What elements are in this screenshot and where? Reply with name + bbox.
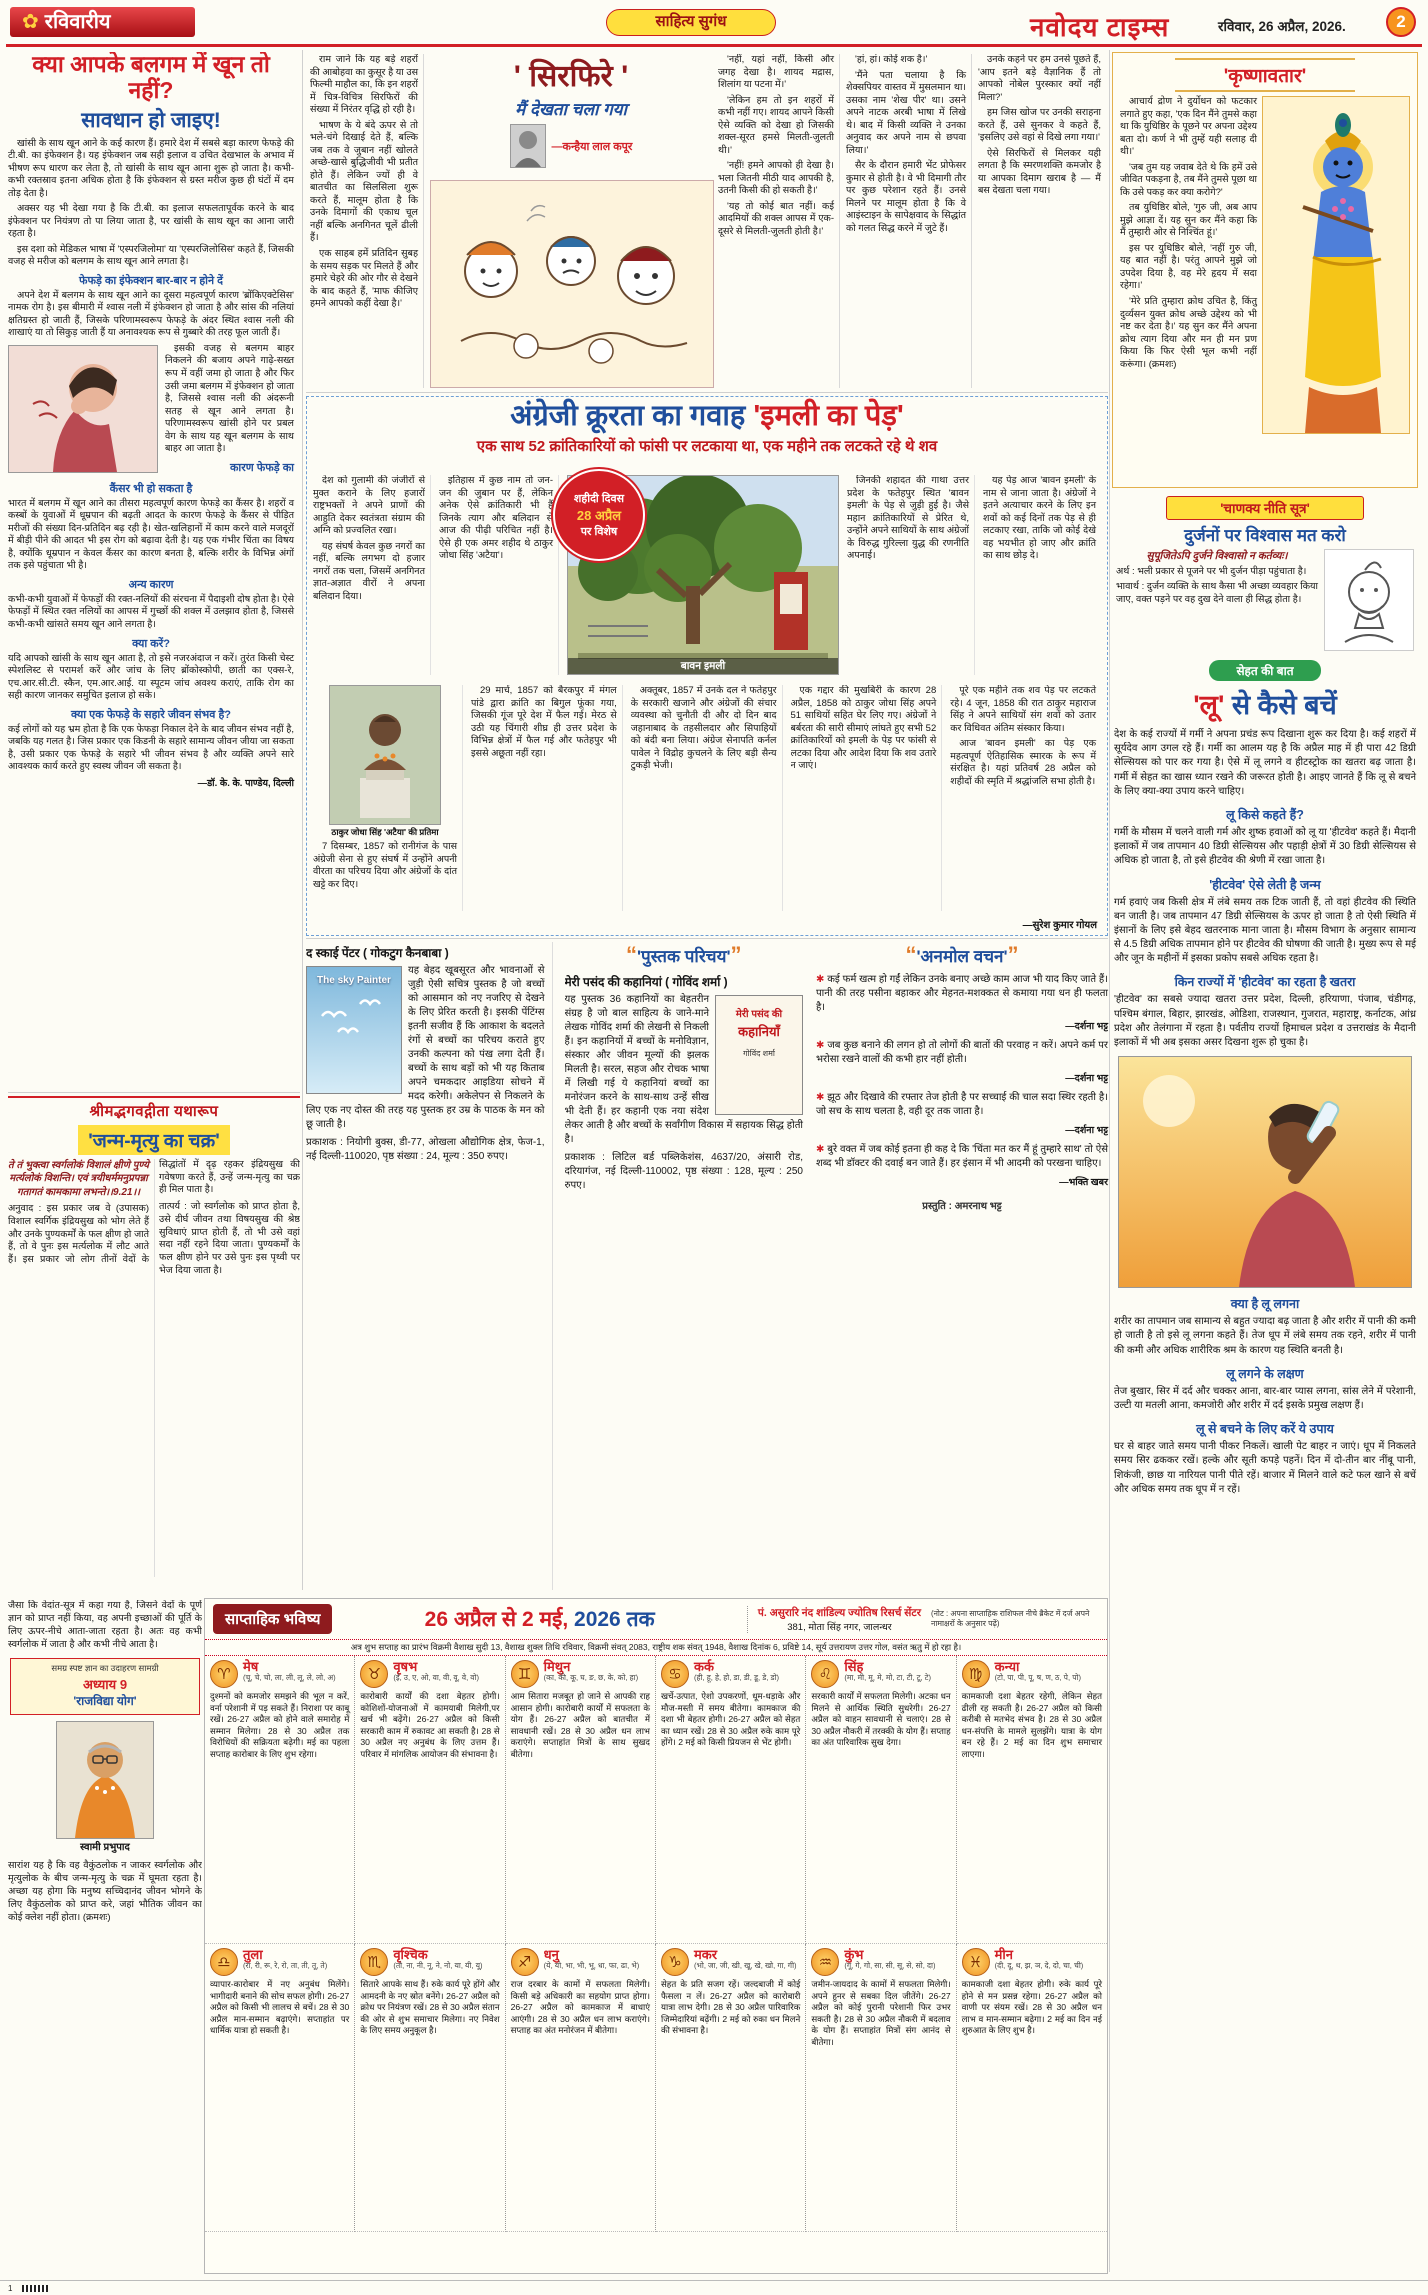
article-column: [439, 475, 559, 675]
cover-line: मेरी पसंद की: [735, 1009, 783, 1020]
review-text: यह पुस्तक 36 कहानियों का बेहतरीन संग्रह है जो बाल साहित्य के जाने-माने लेखक गोविंद शर्मा की लेखनी से निकली हैं। इन कहानियों में बच्चों के मनोविज्ञान, संस्कार और जीवन मूल्यों की झलक मिलती है। सरल, सहज और रोचक भाषा में लिखी गई ये कहानियां बच्चों का मनोरंजन करने के साथ-साथ उन्हें सीख भी देती हैं। हर कहानी एक नया संदेश लेकर आती है और बच्चों के सर्वांगीण विकास में सहायक सिद्ध होती है।: [564, 994, 803, 1145]
sign-letters: (तो, ना, नी, नू, ने, नो, या, यी, यू): [393, 1961, 483, 1970]
paragraph: 'नहीं, यहां नहीं, किसी और जगह देखा है। शायद मद्रास, शिलांग या पटना में।': [718, 54, 834, 91]
sign-letters: (का, की, कू, घ, ङ, छ, के, को, हा): [543, 1673, 639, 1682]
crosshead: क्या करें?: [132, 637, 170, 650]
chapter-number: अध्याय 9: [82, 1676, 128, 1692]
publisher-line: प्रकाशक : नियोगी बुक्स, डी-77, ओखला औद्योगिक क्षेत्र, फेज-1, नई दिल्ली-110020, पृष्ठ संख्या : 24, मूल्य : 350 रुपए।: [306, 1137, 545, 1162]
crosshead: क्या एक फेफड़े के सहारे जीवन संभव है?: [70, 708, 232, 721]
sign-prediction: दुश्मनों को कमजोर समझने की भूल न करें, वर्ना परेशानी में पड़ सकते हैं। निराशा पर काबू रखें। 26-27 अप्रैल को होने वाले समारोह में सम्मान मिलेगा। 28 से 30 अप्रैल तक विरोधियों की सक्रियता बढ़ेगी। मई का पहला सप्ताह कारोबार के लिए शुभ रहेगा।: [210, 1691, 350, 1759]
photo-caption: बावन इमली: [568, 658, 838, 674]
horoscope-sign-vrishchik: [355, 1944, 505, 2232]
paragraph: हम जिस खोज पर उनकी सराहना करते हैं, उसे सुनकर वे कहते हैं, 'इसलिए उसे वहां से दिखे लगा गया।': [978, 107, 1101, 144]
horoscope-sign-makar: [656, 1944, 806, 2232]
purport-text: जैसा कि वेदांत-सूत्र में कहा गया है, जिसने वेदों के पूर्ण ज्ञान को प्राप्त नहीं किया, वह अपनी इच्छाओं की पूर्ति के लिए ऊपर-नीचे आता-जाता रहता है। अतः वह कभी स्वर्गलोक में जाता है और कभी नीचे आता है।: [8, 1600, 202, 1650]
byline: —डॉ. के. के. पाण्डेय, दिल्ली: [197, 777, 294, 789]
publisher-line: प्रकाशक : लिटिल बर्ड पब्लिकेशंस, 4637/20, अंसारी रोड, दरियागंज, नई दिल्ली-110002, पृष्ठ संख्या : 128, मूल्य : 250 रुपए।: [564, 1152, 803, 1191]
crosshead: लू लगने के लक्षण: [1226, 1366, 1304, 1381]
section-text: गर्म हवाएं जब किसी क्षेत्र में लंबे समय तक टिक जाती हैं, तो वहां हीटवेव की स्थिति बन जाती है। जब तापमान 47 डिग्री सेल्सियस के ऊपर हो जाता है तो ऐसी स्थिति में इंसानों के लिए इसे बेहद खतरनाक माना जाता है। मौसम विभाग के अनुसार सामान्य से 4.5 डिग्री अधिक तापमान होने पर हीटवेव की घोषणा की जाती है। मुख्य रूप से मई और जून के महीनों में इसका प्रकोप सबसे अधिक रहता है।: [1114, 896, 1416, 965]
quote-attribution: —भक्ति खबर: [1059, 1177, 1108, 1188]
paragraph: देश को गुलामी की जंजीरों से मुक्त कराने के लिए हजारों राष्ट्रभक्तों ने अपने प्राणों की आहुति देकर स्वतंत्रता संग्राम की अग्नि को प्रज्वलित रखा।: [313, 475, 425, 537]
page-footer: [0, 2280, 1428, 2295]
section-rule: [306, 938, 1108, 939]
crosshead: कैंसर भी हो सकता है: [109, 482, 193, 495]
paragraph: पूरे एक महीने तक शव पेड़ पर लटकते रहे। 4 जून, 1858 की रात ठाकुर महाराज सिंह ने अपने साथियों संग शवों को उतार कर विधिवत अंतिम संस्कार किया।: [950, 685, 1096, 734]
sign-letters: (रा, री, रू, रे, रो, ता, ती, तू, ते): [243, 1961, 328, 1970]
column-title: श्रीमद्भगवद्गीता यथारूप: [8, 1096, 300, 1121]
date-range-part2: 2026 तक: [568, 1608, 655, 1631]
section-text: कभी-कभी युवाओं में फेफड़ों की रक्त-नलियों की संरचना में पैदाइशी दोष होता है। ऐसे फेफड़ों में स्थित रक्त नलियों का आपस में गुच्छों की शक्ल में उलझाव होता है, जिससे कभी-कभी खांसते समय खून आने लगता है।: [8, 593, 294, 630]
sign-prediction: सरकारी कार्यों में सफलता मिलेगी। अटका धन मिलने से आर्थिक स्थिति सुधरेगी। 26-27 अप्रैल को वाहन सावधानी से चलाएं। 28 से 30 अप्रैल नौकरी में तरक्की के योग हैं। सप्ताह का अंत पारिवारिक सुख देगा।: [811, 1691, 951, 1748]
woman-drinking-water-photo: [1118, 1056, 1412, 1288]
book-review-1: [306, 942, 553, 1590]
astrologer-credit: [747, 1606, 921, 1633]
section-text: कई लोगों को यह भ्रम होता है कि एक फेफड़ा निकाल देने के बाद जीवन संभव नहीं है, जबकि यह गलत है। जिस प्रकार एक किडनी के सहारे सामान्य जीवन जीया जा सकता है, उसी प्रकार एक फेफड़े के सहारे भी जीवन संभव है और व्यक्ति अपने सारे आवश्यक कार्य करते हुए स्वस्थ जीवन जी सकता है।: [8, 723, 294, 773]
sign-prediction: कामकाजी दशा बेहतर रहेगी, लेकिन सेहत ढीली रह सकती है। 26-27 अप्रैल को किसी करीबी से मतभेद संभव है। 28 से 30 अप्रैल धन-संपत्ति के मामले सुलझेंगे। यात्रा के योग बन रहे हैं। 2 मई का दिन शुभ समाचार लाएगा।: [961, 1691, 1102, 1759]
chapter-title: 'राजविद्या योग': [73, 1694, 137, 1709]
chapter-note: समग्र स्पष्ट ज्ञान का उदाहरण सामग्री: [51, 1662, 159, 1673]
crosshead: लू से बचने के लिए करें ये उपाय: [1196, 1422, 1334, 1437]
book-title: द स्काई पेंटर ( गोकटुग कैनबाबा ): [306, 946, 449, 960]
sign-prediction: राज दरबार के कामों में सफलता मिलेगी। किसी बड़े अधिकारी का सहयोग प्राप्त होगा। 26-27 अप्रैल को कामकाज में बाधाएं आएंगी। 28 से 30 अप्रैल धन लाभ कराएंगे। सप्ताह का अंत मनोरंजन में बीतेगा।: [510, 1979, 650, 2036]
virgo-icon: ♍: [962, 1660, 990, 1688]
sign-letters: (टो, पा, पी, पू, ष, ण, ठ, पे, पो): [994, 1673, 1082, 1682]
supplement-badge: [606, 9, 776, 36]
quote-text: ✱ कई फर्म खत्म हो गईं लेकिन उनके बनाए अच्छे काम आज भी याद किए जाते हैं। पानी की तरह पसीना बहाकर और मेहनत-मशक्कत से कमाया गया धन ही फलता है।: [816, 973, 1108, 1015]
column-rule: [302, 50, 303, 1590]
quote-ornament: ”: [1007, 942, 1019, 967]
article-column: [950, 685, 1101, 911]
headline-rest: से कैसे बचें: [1224, 690, 1337, 720]
cover-author: गोविंद शर्मा: [743, 1049, 775, 1058]
pisces-icon: ♓: [962, 1948, 990, 1976]
paragraph: इस पर युधिष्ठिर बोले, 'नहीं गुरु जी, यह बात नहीं है। परंतु आपने मुझे जो उपदेश दिया है, वह मेरे हृदय में सदा रहेगा।': [1120, 242, 1257, 292]
section-text: 'हीटवेव' का सबसे ज्यादा खतरा उत्तर प्रदेश, दिल्ली, हरियाणा, पंजाब, चंडीगढ़, पश्चिम बंगाल, बिहार, झारखंड, ओडिशा, राजस्थान, गुजरात, महाराष्ट्र, कर्नाटक, आंध्र प्रदेश और तेलंगाना में रहता है। पर्वतीय राज्यों हिमाचल प्रदेश व उत्तराखंड के मैदानी इलाकों में भी अब इसका असर दिखना शुरू हो चुका है।: [1114, 994, 1416, 1048]
taurus-icon: ♉: [360, 1660, 388, 1688]
paragraph: अक्सर यह भी देखा गया है कि टी.बी. का इलाज सफलतापूर्वक करने के बाद इंफेक्शन पर नियंत्रण तो पा लिया जाता है, पर खांसी के साथ खून का आना जारी रहता है।: [8, 203, 294, 240]
crosshead: लू किसे कहते हैं?: [1226, 807, 1304, 822]
paragraph: खांसी के साथ खून आने के कई कारण हैं। हमारे देश में सबसे बड़ा कारण फेफड़े की टी.बी. का इंफेक्शन है। यह इंफेक्शन जब सही इलाज व उचित देखभाल के अभाव में भीषण रूप धारण कर लेता है, तो खांसी के साथ खून आना शुरू हो जाता है। कभी-कभी रक्तस्राव इतना अधिक होता है कि इंफेक्शन से ग्रस्त मरीज कुछ ही घंटों में दम तोड़ देता है।: [8, 137, 294, 199]
article-body: [8, 290, 294, 340]
sign-name: मकर: [693, 1947, 718, 1962]
quote-text: ✱ जब कुछ बनाने की लगन हो तो लोगों की बातों की परवाह न करें। अपने कर्म पर भरोसा रखने वालों की कभी हार नहीं होती।: [816, 1039, 1108, 1067]
headline-title: 'इमली का पेड़': [745, 400, 904, 432]
purport-text: तात्पर्य : जो स्वर्गलोक को प्राप्त होता है, उसे दीर्घ जीवन तथा विषयसुख की श्रेष्ठ सुविधाएं प्राप्त होती हैं, तो भी उसे वहां सदा नहीं रहने दिया जाता। पुण्यकर्मों के फल क्षीण होने पर उसे पुनः इस पृथ्वी पर भेज दिया जाता है।: [159, 1201, 300, 1276]
scorpio-icon: ♏: [360, 1948, 388, 1976]
paragraph: ऐसे सिरफिरों से मिलकर यही लगता है कि स्मरणशक्ति कमजोर है या आपका दिमाग खराब है — मैं बस देखता चला गया।: [978, 147, 1101, 197]
meaning-text: अर्थ : भली प्रकार से पूजने पर भी दुर्जन पीड़ा पहुंचाता है।: [1116, 566, 1307, 577]
section-title: 'पुस्तक परिचय': [637, 947, 731, 966]
paragraph: 'जब तुम यह जवाब देते थे कि हमें उसे जीवित पकड़ना है, तब मैंने तुमसे पूछा था कि उसे पकड़ कर क्या करोगे?': [1120, 161, 1257, 198]
swami-prabhupada-portrait: [56, 1721, 154, 1839]
sign-letters: (ई, उ, ए, ओ, वा, वी, वू, वे, वो): [393, 1673, 480, 1682]
quote-text: ✱ बुरे वक्त में जब कोई इतना ही कह दे कि 'चिंता मत कर मैं हूं तुम्हारे साथ' तो ऐसे शब्द भी डॉक्टर की दवाई बन जाते हैं। हर इंसान में भी आदमी को परखना चाहिए।: [816, 1143, 1108, 1171]
paragraph: 'मेरे प्रति तुम्हारा क्रोध उचित है, किंतु दुर्व्यसन युक्त क्रोध अच्छे उद्देश्य को भी नष्ट कर देता है।' यह सुन कर मैंने अपना क्रोध त्याग दिया और मन ही मन प्रण किया कि फिर ऐसी भूल कभी नहीं करूंगा। (क्रमशः): [1120, 295, 1257, 370]
sign-prediction: कारोबारी कार्यों की दशा बेहतर होगी। कोशिशों-योजनाओं में कामयाबी मिलेगी,पर खर्च भी बढ़ेंगे। 26-27 अप्रैल को किसी सरकारी काम में रुकावट आ सकती है। 28 से 30 अप्रैल नए अनुबंध के लिए उत्तम हैं। परिवार में मांगलिक आयोजन की संभावना है।: [360, 1691, 500, 1759]
sign-name: धनु: [543, 1947, 559, 1962]
masthead: नवोदय टाइम्स: [1030, 12, 1170, 42]
crosshead: क्या है लू लगना: [1230, 1297, 1300, 1312]
sign-name: वृषभ: [393, 1659, 418, 1674]
sign-name: कुंभ: [844, 1947, 864, 1962]
quote-text: ✱ झूठ और दिखावे की रफ्तार तेज होती है पर सच्चाई की चाल सदा स्थिर रहती है। जो सच के साथ चलता है, वही दूर तक जाता है।: [816, 1091, 1108, 1119]
horoscope-sign-meen: [957, 1944, 1107, 2232]
article-subtitle: मैं देखता चला गया: [515, 100, 627, 119]
article-column: [313, 685, 463, 911]
article-body: [8, 1159, 300, 1577]
horoscope-sign-kanya: [957, 1656, 1107, 1944]
quote-attribution: —दर्शना भट्ट: [1065, 1125, 1108, 1136]
photo-caption: ठाकुर जोधा सिंह 'अटैया' की प्रतिमा: [331, 827, 439, 837]
sign-letters: (गू, गे, गो, सा, सी, सू, से, सो, दा): [844, 1961, 936, 1970]
quote-ornament: ”: [730, 942, 742, 967]
coughing-woman-illustration: [9, 346, 157, 472]
sanskrit-verse: ते तं भुक्त्वा स्वर्गलोकं विशालं क्षीणे पुण्ये मर्त्यलोकं विशन्ति। एवं त्रयीधर्ममनुप्रपन्ना गतागतं कामकामा लभन्ते।।9.21।।: [8, 1160, 149, 1198]
article-blood-in-phlegm: [8, 52, 300, 1090]
section-text: गर्मी के मौसम में चलने वाली गर्म और शुष्क हवाओं को लू या 'हीटवेव' कहते हैं। मैदानी इलाकों में जब तापमान 40 डिग्री सेल्सियस और पहाड़ी क्षेत्रों में 30 डिग्री सेल्सियस से अधिक हो जाता है, तो इसे हीटवेव की श्रेणी में रखा जाता है।: [1114, 826, 1416, 867]
paragraph: भाषण के ये बंदे ऊपर से तो भले-चंगे दिखाई देते हैं, बल्कि जब तक वे जुबान नहीं खोलते अच्छे-खासे बुद्धिजीवी भी प्रतीत होते हैं। लेकिन ज्यों ही वे बातचीत का सिलसिला शुरू करते हैं, मालूम होता है कि उनके दिमागों की एकाध चूल नहीं बल्कि अनगिनत चूलें ढीली हैं।: [310, 119, 418, 244]
horoscope-label: साप्ताहिक भविष्य: [213, 1604, 332, 1634]
paragraph: आचार्य द्रोण ने दुर्योधन को फटकार लगाते हुए कहा, 'एक दिन मैंने तुमसे कहा था कि युधिष्ठिर के पूछने पर अपना उद्देश्य बता दो। कर्ण ने भी तुम्हें यही सलाह दी थी।': [1120, 96, 1257, 158]
presenter-credit: प्रस्तुति : अमरनाथ भट्ट: [922, 1201, 1002, 1212]
paragraph: उनके कहने पर हम उनसे पूछते हैं, 'आप इतने बड़े वैज्ञानिक हैं तो आपको नोबेल पुरस्कार क्यों नहीं मिला?': [978, 54, 1101, 103]
author-name: —कन्हैया लाल कपूर: [551, 140, 633, 153]
interpretation-text: भावार्थ : दुर्जन व्यक्ति के साथ कैसा भी अच्छा व्यवहार किया जाए, वक्त पड़ने पर वह दुख देने वाला ही सिद्ध होता है।: [1116, 581, 1318, 605]
sign-name: कर्क: [693, 1659, 714, 1674]
book-cover-sky-painter: [306, 966, 402, 1094]
sign-name: सिंह: [844, 1659, 864, 1674]
sign-prediction: सितारे आपके साथ हैं। रुके कार्य पूरे होंगे और आमदनी के नए स्रोत बनेंगे। 26-27 अप्रैल को क्रोध पर नियंत्रण रखें। 28 से 30 अप्रैल संतान की ओर से शुभ समाचार मिलेगा। नए निवेश के लिए समय अनुकूल है।: [360, 1979, 500, 2036]
sign-name: मेष: [243, 1659, 259, 1674]
article-column: [310, 54, 424, 388]
author-portrait: [510, 124, 546, 168]
article-heatwave: [1112, 660, 1418, 2272]
article-column: [631, 685, 783, 911]
article-gita-top: [8, 1096, 300, 1592]
astrologer-address: 381, मोता सिंह नगर, जालन्धर: [787, 1621, 892, 1633]
sign-prediction: कामकाजी दशा बेहतर होगी। रुके कार्य पूरे होने से मन प्रसन्न रहेगा। 26-27 अप्रैल को वाणी पर संयम रखें। 28 से 30 अप्रैल धन लाभ व मान-सम्मान बढ़ेगा। 2 मई का दिन नई शुरुआत के लिए शुभ है।: [961, 1979, 1102, 2036]
cartoon-illustration: [430, 180, 714, 388]
edition-banner: [10, 7, 195, 37]
quote-ornament: “: [905, 942, 917, 967]
paragraph: यह संघर्ष केवल कुछ नगरों का नहीं, बल्कि लगभग दो हजार नगरों तक चला, जिसमें अनगिनत ज्ञात-अज्ञात वीरों ने अपना बलिदान दिया।: [313, 540, 425, 602]
page-number-badge: 2: [1386, 7, 1416, 37]
paragraph: 'नहीं! हमने आपको ही देखा है। भला जितनी मीठी याद आपकी है, उतनी किसी की हो सकती है।': [718, 160, 834, 197]
crosshead: 'हीटवेव' ऐसे लेती है जन्म: [1209, 877, 1321, 892]
article-column: [846, 54, 972, 388]
sign-name: मीन: [994, 1947, 1014, 1962]
article-imli-ka-ped: [306, 396, 1108, 936]
badge-date: 28 अप्रैल: [576, 508, 622, 523]
article-body: [8, 138, 294, 269]
issue-date: रविवार, 26 अप्रैल, 2026.: [1218, 19, 1346, 34]
article-column: [791, 685, 943, 911]
portrait-caption: स्वामी प्रभुपाद: [80, 1842, 130, 1854]
column-title: 'कृष्णावतार': [1175, 58, 1355, 92]
article-headline: क्या आपके बलगम में खून तो नहीं?: [32, 52, 270, 103]
sign-letters: (भो, जा, जी, खी, खू, खे, खो, गा, गी): [693, 1961, 797, 1970]
paragraph: अपने देश में बलगम के साथ खून आने का दूसरा महत्वपूर्ण कारण 'ब्रोंकिएक्टेसिस' नामक रोग है। इस बीमारी में श्वास नली में इंफेक्शन हो जाता है और सांस की नलियां क्षतिग्रस्त हो जाती हैं, जिसके परिणामस्वरूप फेफड़े के अंदर स्थित श्वास नली की शाखाएं या तो सिकुड़ जाती हैं या अनावश्यक रूप से गुब्बारे की तरह फूल जाती हैं।: [8, 289, 294, 339]
paragraph: जिनकी शहादत की गाथा उत्तर प्रदेश के फतेहपुर स्थित 'बावन इमली' के पेड़ से जुड़ी हुई है। जैसे महान क्रांतिकारियों से प्रेरित थे, उन्होंने अपने साथियों के साथ अंग्रेजों के विरुद्ध गुरिल्ला युद्ध की रणनीति अपनाई।: [847, 475, 969, 562]
badge-line: शहीदी दिवस: [573, 493, 625, 505]
chanakya-sketch: [1324, 549, 1414, 651]
sign-letters: (मा, मी, मू, मे, मो, टा, टी, टू, टे): [844, 1673, 931, 1682]
capricorn-icon: ♑: [661, 1948, 689, 1976]
sign-prediction: खर्चे-उत्पात, ऐशो उपकरणों, धूम-धड़ाके और मौज-मस्ती में समय बीतेगा। कामकाज की दशा भी बेहतर होगी। 26-27 अप्रैल को सेहत का ध्यान रखें। 28 से 30 अप्रैल रुके काम पूरे होंगे। 2 मई को किसी प्रियजन से भेंट होगी।: [660, 1691, 801, 1748]
purport-text: सारांश यह है कि वह वैकुंठलोक न जाकर स्वर्गलोक और मृत्युलोक के बीच जन्म-मृत्यु के चक्र में घूमता रहता है। अच्छा यह होगा कि मनुष्य सच्चिदानंद जीवन भोगने के लिए वैकुंठलोक को प्राप्त करे, जहां भौतिक जीवन का कोई क्लेश नहीं होता। (क्रमशः): [8, 1859, 202, 1923]
column-title: 'चाणक्य नीति सूत्र': [1166, 496, 1364, 520]
chapter-box: [10, 1658, 200, 1716]
paragraph: एक गद्दार की मुखबिरी के कारण 28 अप्रैल, 1858 को ठाकुर जोधा सिंह अपने 51 साथियों सहित घेर लिए गए। अंग्रेजों ने बर्बरता की सारी सीमाएं लांघते हुए सभी 52 क्रांतिकारियों को इमली के पेड़ पर फांसी से लटका दिया और आदेश दिया कि शव उतारे न जाएं।: [790, 685, 937, 772]
horoscope-grid: [205, 1656, 1107, 2232]
section-text: भारत में बलगम में खून आने का तीसरा महत्वपूर्ण कारण फेफड़े का कैंसर है। शहरों व कस्बों के युवाओं में धूम्रपान की बढ़ती आदत के कारण फेफड़े के कैंसर से पीड़ित मरीजों की संख्या दिन-प्रतिदिन बढ़ रही है। खेत-खलिहानों में काम करने वाले मजदूरों में बीड़ी पीने की आदत भी इस रोग को बढ़ावा देती है। यह एक गंभीर चिंता का विषय है, क्योंकि धूम्रपान न केवल कैंसर का कारण बनता है, बल्कि शरीर के विभिन्न अंगों तक इसे पहुंचाता भी है।: [8, 497, 294, 572]
article-subhead: सावधान हो जाइए!: [81, 108, 221, 132]
paragraph: इसकी वजह से बलगम बाहर निकलने की बजाय अपने गाढ़े-सख्त रूप में वहीं जमा हो जाता है और फिर उसी जमा बलगम में इंफेक्शन हो जाता है, जिससे श्वास नली की अंदरूनी सतह से खून आने लगता है। परिणामस्वरूप खांसी होने पर प्रबल वेग के साथ यह खून बलगम के साथ बाहर आ जाता है।: [165, 342, 294, 455]
fold-mark: [22, 2285, 48, 2292]
horoscope-sign-kark: [656, 1656, 806, 1944]
article-column: [471, 685, 623, 911]
aries-icon: ♈: [210, 1660, 238, 1688]
aquarius-icon: ♒: [811, 1948, 839, 1976]
paragraph: तब युधिष्ठिर बोले, 'गुरु जी, अब आप मुझे आज्ञा दें। यह सुन कर मैंने कहा कि मैं तुम्हारी ओर से निश्चिंत हूं।': [1120, 202, 1257, 239]
sagittarius-icon: ♐: [511, 1948, 539, 1976]
section-text: यदि आपको खांसी के साथ खून आता है, तो इसे नजरअंदाज न करें। तुरंत किसी चेस्ट स्पेशलिस्ट से परामर्श करें और जांच के लिए ब्रोंकोस्कोपी, छाती का एक्स-रे, एच.आर.सी.टी. स्कैन, एम.आर.आई. या स्पूटम जांच अवश्य कराएं, ताकि रोग का सही कारण जानकर समुचित इलाज हो सके।: [8, 652, 294, 702]
section-rule: [8, 1092, 300, 1093]
article-sirphire: [306, 52, 1108, 392]
quotes-column: [814, 942, 1110, 1590]
badge-line: पर विशेष: [580, 526, 618, 538]
paragraph: इस दशा को मेडिकल भाषा में 'एस्परजिलोमा' या 'एस्परजिलोसिस' कहते हैं, जिसकी वजह से मरीज को बलगम के साथ खून आने लगता है।: [8, 243, 294, 268]
cancer-icon: ♋: [661, 1660, 689, 1688]
article-title: ' सिरफिरे ': [513, 60, 629, 93]
sign-prediction: जमीन-जायदाद के कामों में सफलता मिलेगी। अपने हुनर से सबका दिल जीतेंगे। 26-27 अप्रैल को कोई पुरानी परेशानी फिर उभर सकती है। 28 से 30 अप्रैल नौकरी में बदलाव के योग हैं। सप्ताहांत मित्रों संग आनंद से बीतेगा।: [811, 1979, 951, 2047]
gemini-icon: ♊: [511, 1660, 539, 1688]
article-column: [847, 475, 975, 675]
sanskrit-sutra: सुपूजितेऽपि दुर्जने विश्वासो न कर्तव्यः।: [1146, 550, 1288, 562]
sign-letters: (ये, यो, भा, भी, भू, धा, फा, ढा, भे): [543, 1961, 640, 1970]
book-cover-meri-pasand: [715, 995, 803, 1115]
article-subhead: एक साथ 52 क्रांतिकारियों को फांसी पर लटकाया था, एक महीने तक लटकते रहे थे शव: [476, 437, 938, 455]
libra-icon: ♎: [210, 1948, 238, 1976]
leo-icon: ♌: [811, 1660, 839, 1688]
crosshead: किन राज्यों में 'हीटवेव' का रहता है खतरा: [1174, 975, 1356, 990]
section-text: शरीर का तापमान जब सामान्य से बहुत ज्यादा बढ़ जाता है और शरीर में पानी की कमी हो जाती है तो इसे लू लगना कहते हैं। तेज धूप में लंबे समय तक रहने, शरीर में पानी की कमी और अधिक शारीरिक श्रम के कारण यह स्थिति बनती है।: [1114, 1316, 1416, 1356]
column-text: [313, 841, 457, 891]
section-text: घर से बाहर जाते समय पानी पीकर निकलें। खाली पेट बाहर न जाएं। धूप में निकलते समय सिर ढककर रखें। हल्के और सूती कपड़े पहनें। दिन में दो-तीन बार नींबू पानी, शिकंजी, छाछ या नारियल पानी पीते रहें। बाजार में मिलने वाले कटे फल खाने से बचें और अधिक समय तक धूप में न रहें।: [1114, 1441, 1416, 1495]
paragraph: इतिहास में कुछ नाम तो जन-जन की जुबान पर हैं, लेकिन अनेक ऐसे क्रांतिकारी भी हैं जिनके त्याग और बलिदान से आज की पीढ़ी परिचित नहीं है। ऐसे ही एक अमर शहीद थे ठाकुर जोधा सिंह 'अटैया'।: [439, 475, 553, 562]
paragraph: सैर के दौरान हमारी भेंट प्रोफेसर कुमार से होती है। वे भी दिमागी तौर पर कुछ परेशान रहते हैं। उनसे मिलने पर मालूम होता है कि वे आइंस्टाइन के सापेक्षवाद के सिद्धांत को गलत सिद्ध करने में जुटे हैं।: [846, 160, 966, 234]
horoscope-sign-vrishabh: [355, 1656, 505, 1944]
sign-name: कन्या: [994, 1659, 1020, 1674]
coughing-woman-photo: [8, 345, 158, 473]
article-column: [718, 54, 840, 388]
jodha-singh-statue-photo: [329, 685, 441, 825]
paragraph: राम जाने कि यह बड़े शहरों की आबोहवा का कुसूर है या उस फिल्मी माहौल का, कि इन शहरों में चित्र-विचित्र सिरफिरों की संख्या में निरंतर वृद्धि हो रही है।: [310, 54, 418, 116]
byline: —सुरेश कुमार गोयल: [1022, 920, 1097, 931]
horoscope-sign-dhanu: [506, 1944, 656, 2232]
horoscope-header: [205, 1599, 1107, 1640]
paragraph: 'मैंने पता चलाया है कि शेक्सपियर वास्तव में मुसलमान था। उसका नाम 'शेख पीर' था। उसने अपने नाटक अरबी भाषा में लिखे थे। बाद में किसी व्यक्ति ने उनका अनुवाद कर अपने नाम से छपवा लिया।': [846, 69, 966, 156]
book-review-section: [306, 942, 810, 1590]
sign-prediction: व्यापार-कारोबार में नए अनुबंध मिलेंगे। भागीदारी बनाने की सोच सफल होगी। 26-27 अप्रैल को किसी भी लालच से बचें। 28 से 30 अप्रैल मान-सम्मान बढ़ाएंगे। सप्ताहांत पर धार्मिक यात्रा हो सकती है।: [210, 1979, 350, 2036]
article-column: [983, 475, 1101, 675]
sign-letters: (ही, हू, हे, हो, डा, डी, डू, डे, डो): [693, 1673, 780, 1682]
column-chanakya-niti: [1112, 494, 1418, 654]
header-rule: [6, 44, 1422, 47]
translation-text: अनुवाद : इस प्रकार जब वे (उपासक) विशाल स्वर्गिक इंद्रियसुख को भोग लेते हैं और उनके पुण्यकर्मों के फल क्षीण हो जाते हैं, तो वे पुनः इस मर्त्यलोक में लौट आते हैं। इस प्रकार जो लोग तीनों वेदों के सिद्धांतों में दृढ़ रहकर इंद्रियसुख की गवेषणा करते हैं, उन्हें जन्म-मृत्यु का चक्र ही मिल पाता है।: [8, 1159, 300, 1266]
paragraph: यह पेड़ आज 'बावन इमली' के नाम से जाना जाता है। अंग्रेजों ने इतने अत्याचार करने के लिए इन शवों को कई दिनों तक पेड़ से ही लटकाए रखा, ताकि जो कोई देखे वह भयभीत हो जाए और क्रांति का साथ छोड़ दे।: [983, 475, 1096, 562]
horoscope-sign-tula: [205, 1944, 355, 2232]
section-rule: [306, 392, 1108, 393]
article-headline: 'जन्म-मृत्यु का चक्र': [78, 1125, 230, 1155]
book-title: मेरी पसंद की कहानियां ( गोविंद शर्मा ): [564, 975, 728, 989]
crosshead: फेफड़े का इंफेक्शन बार-बार न होने दें: [78, 274, 224, 287]
quote-attribution: —दर्शना भट्ट: [1065, 1021, 1108, 1032]
section-title: 'अनमोल वचन': [916, 947, 1008, 966]
sign-prediction: आम सितारा मजबूत हो जाने से आपकी राह आसान होगी। कारोबारी कार्यों में सफलता के योग हैं। 26-27 अप्रैल को बातचीत में सावधानी रखें। 28 से 30 अप्रैल धन लाभ कराएंगे। सप्ताहांत मित्रों के साथ सुखद बीतेगा।: [510, 1691, 650, 1759]
krishna-illustration: [1262, 96, 1410, 434]
section-tag: सेहत की बात: [1209, 660, 1321, 681]
article-column: [978, 54, 1106, 388]
review-text: यह बेहद खूबसूरत और भावनाओं से जुड़ी ऐसी सचित्र पुस्तक है जो बच्चों को आसमान को नए नजरिए से देखने के लिए प्रेरित करती है। इसकी पेंटिंग्स इतनी सजीव हैं कि आकाश के बदलते रंगों से बच्चों का परिचय कराते हुए उनकी कल्पना को पंख लगा देती हैं। बच्चों के साथ बड़ों को भी यह किताब अपने चमकदार आइडिया सोचने में मदद करेगी। अकेलेपन से निकलने के लिए एक नए दोस्त की तरह यह पुस्तक हर उम्र के पाठक के मन को छू जाती है।: [306, 965, 545, 1130]
quote-attribution: —दर्शना भट्ट: [1065, 1073, 1108, 1084]
panchang-line: अत्र शुभ सप्ताह का प्रारंभ विक्रमी वैशाख सुदी 13, वैशाख शुक्ल तिथि रविवार, विक्रमी संवत् 2083, राष्ट्रीय शक संवत् 1948, वैशाख दिनांक 6, प्रविष्टे 14, सूर्य उत्तरायण उत्तर गोल, वसंत ऋतु में हो रहा है।: [205, 1640, 1107, 1656]
article-column: [313, 475, 431, 675]
sirphire-title-block: [430, 54, 712, 176]
article-krishnavatar: [1112, 52, 1418, 488]
horoscope-sign-mithun: [506, 1656, 656, 1944]
sign-name: तुला: [243, 1947, 263, 1962]
martyrdom-day-badge: [553, 469, 645, 561]
paragraph: 'लेकिन हम तो इन शहरों में कभी नहीं गए। शायद आपने किसी ऐसे व्यक्ति को देखा हो जिसकी शक्ल-सूरत हमसे मिलती-जुलती थी।': [718, 94, 834, 156]
cover-title: The sky Painter: [317, 975, 391, 986]
astrologer-name: पं. असुरारि नंद शांडिल्य ज्योतिष रिसर्च सेंटर: [757, 1606, 921, 1619]
photo-side-note: कारण फेफड़े का: [229, 461, 294, 474]
crosshead: अन्य कारण: [128, 578, 174, 591]
book-review-2: [565, 942, 811, 1590]
weekly-horoscope-section: [204, 1598, 1108, 2274]
headline-kicker: अंग्रेजी क्रूरता का गवाह: [510, 400, 746, 432]
article-gita-bottom: [8, 1600, 202, 2272]
headline-accent: 'लू': [1193, 690, 1225, 720]
horoscope-sign-sinh: [806, 1656, 956, 1944]
supplement-label: साहित्य सुगंध: [655, 13, 727, 30]
article-intro: देश के कई राज्यों में गर्मी ने अपना प्रचंड रूप दिखाना शुरू कर दिया है। कई शहरों में सूर्यदेव आग उगल रहे हैं। गर्मी का आलम यह है कि अप्रैल माह में ही पारा 42 डिग्री सेल्सियस को पार कर गया है। ऐसे में लू लगने व हीटस्ट्रोक का खतरा बढ़ जाता है। गर्मी में सेहत का खास ध्यान रखने की जरूरत होती है। आइए जानते हैं कि लू से बचने के लिए क्या-क्या उपाय करने चाहिए।: [1114, 729, 1416, 797]
sign-name: वृश्चिक: [393, 1947, 428, 1962]
paragraph: अक्तूबर, 1857 में उनके दल ने फतेहपुर के सरकारी खजाने और अंग्रेजों की संचार व्यवस्था को चुनौती दी और दो दिन बाद जहानाबाद के तहसीलदार और सिपाहियों को बंदी बना लिया। अंग्रेज सेनापति कर्नल पावेल ने विद्रोह कुचलने के लिए बड़ी सैन्य टुकड़ी भेजी।: [630, 685, 777, 772]
fold-page-marker: 1: [8, 2284, 13, 2293]
horoscope-sign-mesh: [205, 1656, 355, 1944]
section-text: तेज बुखार, सिर में दर्द और चक्कर आना, बार-बार प्यास लगना, सांस लेने में परेशानी, उल्टी या मतली आना, कमजोरी और शरीर में दर्द इसके प्रमुख लक्षण हैं।: [1114, 1385, 1416, 1411]
edition-label: रविवारीय: [44, 11, 111, 33]
cover-line: कहानियाँ: [738, 1024, 780, 1039]
column-headline: दुर्जनों पर विश्वास मत करो: [1184, 526, 1346, 545]
sign-letters: (चू, चे, चो, ला, ली, लू, ले, लो, अ): [243, 1673, 336, 1682]
paragraph: 7 दिसम्बर, 1857 को रानीगंज के पास अंग्रेजी सेना से हुए संघर्ष में उन्होंने अपनी वीरता का परिचय दिया और अंग्रेजों के दांत खट्टे कर दिए।: [313, 841, 457, 890]
date-range-part1: 26 अप्रैल से 2 मई,: [424, 1608, 569, 1631]
sign-letters: (दी, दू, थ, झ, ञ, दे, दो, चा, ची): [994, 1961, 1084, 1970]
sign-prediction: सेहत के प्रति सजग रहें। जल्दबाजी में कोई फैसला न लें। 26-27 अप्रैल को कारोबारी यात्रा लाभ देगी। 28 से 30 अप्रैल पारिवारिक जिम्मेदारियां बढ़ेंगी। 2 मई को रुका धन मिलने की संभावना है।: [660, 1979, 801, 2036]
sign-name: मिथुन: [543, 1659, 571, 1674]
paragraph: एक साहब हमें प्रतिदिन सुबह के समय सड़क पर मिलते हैं और हमारे चेहरे की ओर गौर से देखने के बाद कहते हैं, 'माफ कीजिए हमने आपको कहीं देखा है।': [310, 247, 418, 310]
flower-icon: ✿: [22, 11, 39, 33]
quote-ornament: “: [626, 942, 637, 967]
horoscope-note: (नोट : अपना साप्ताहिक राशिफल नीचे ब्रैकेट में दर्ज अपने नामाक्षरों के अनुसार पढ़ें): [931, 1609, 1090, 1628]
paragraph: 29 मार्च, 1857 को बैरकपुर में मंगल पांडे द्वारा क्रांति का बिगुल फूंका गया, जिसकी गूंज पूरे देश में फैल गई। मेरठ से उठी यह चिंगारी शीघ्र ही उत्तर प्रदेश के विभिन्न क्षेत्रों में फैल गई और फतेहपुर भी इससे अछूता नहीं रहा।: [471, 685, 617, 759]
paragraph: आज 'बावन इमली' का पेड़ एक महत्वपूर्ण ऐतिहासिक स्मारक के रूप में संरक्षित है। यहां प्रतिवर्ष 28 अप्रैल को शहीदों की स्मृति में श्रद्धांजलि सभा होती है।: [950, 738, 1096, 787]
paragraph: 'हां, हां। कोई शक है।': [855, 54, 928, 65]
paragraph: 'यह तो कोई बात नहीं। कई आदमियों की शक्ल आपस में एक-दूसरे से मिलती-जुलती होती है।': [718, 200, 834, 237]
horoscope-sign-kumbh: [806, 1944, 956, 2232]
